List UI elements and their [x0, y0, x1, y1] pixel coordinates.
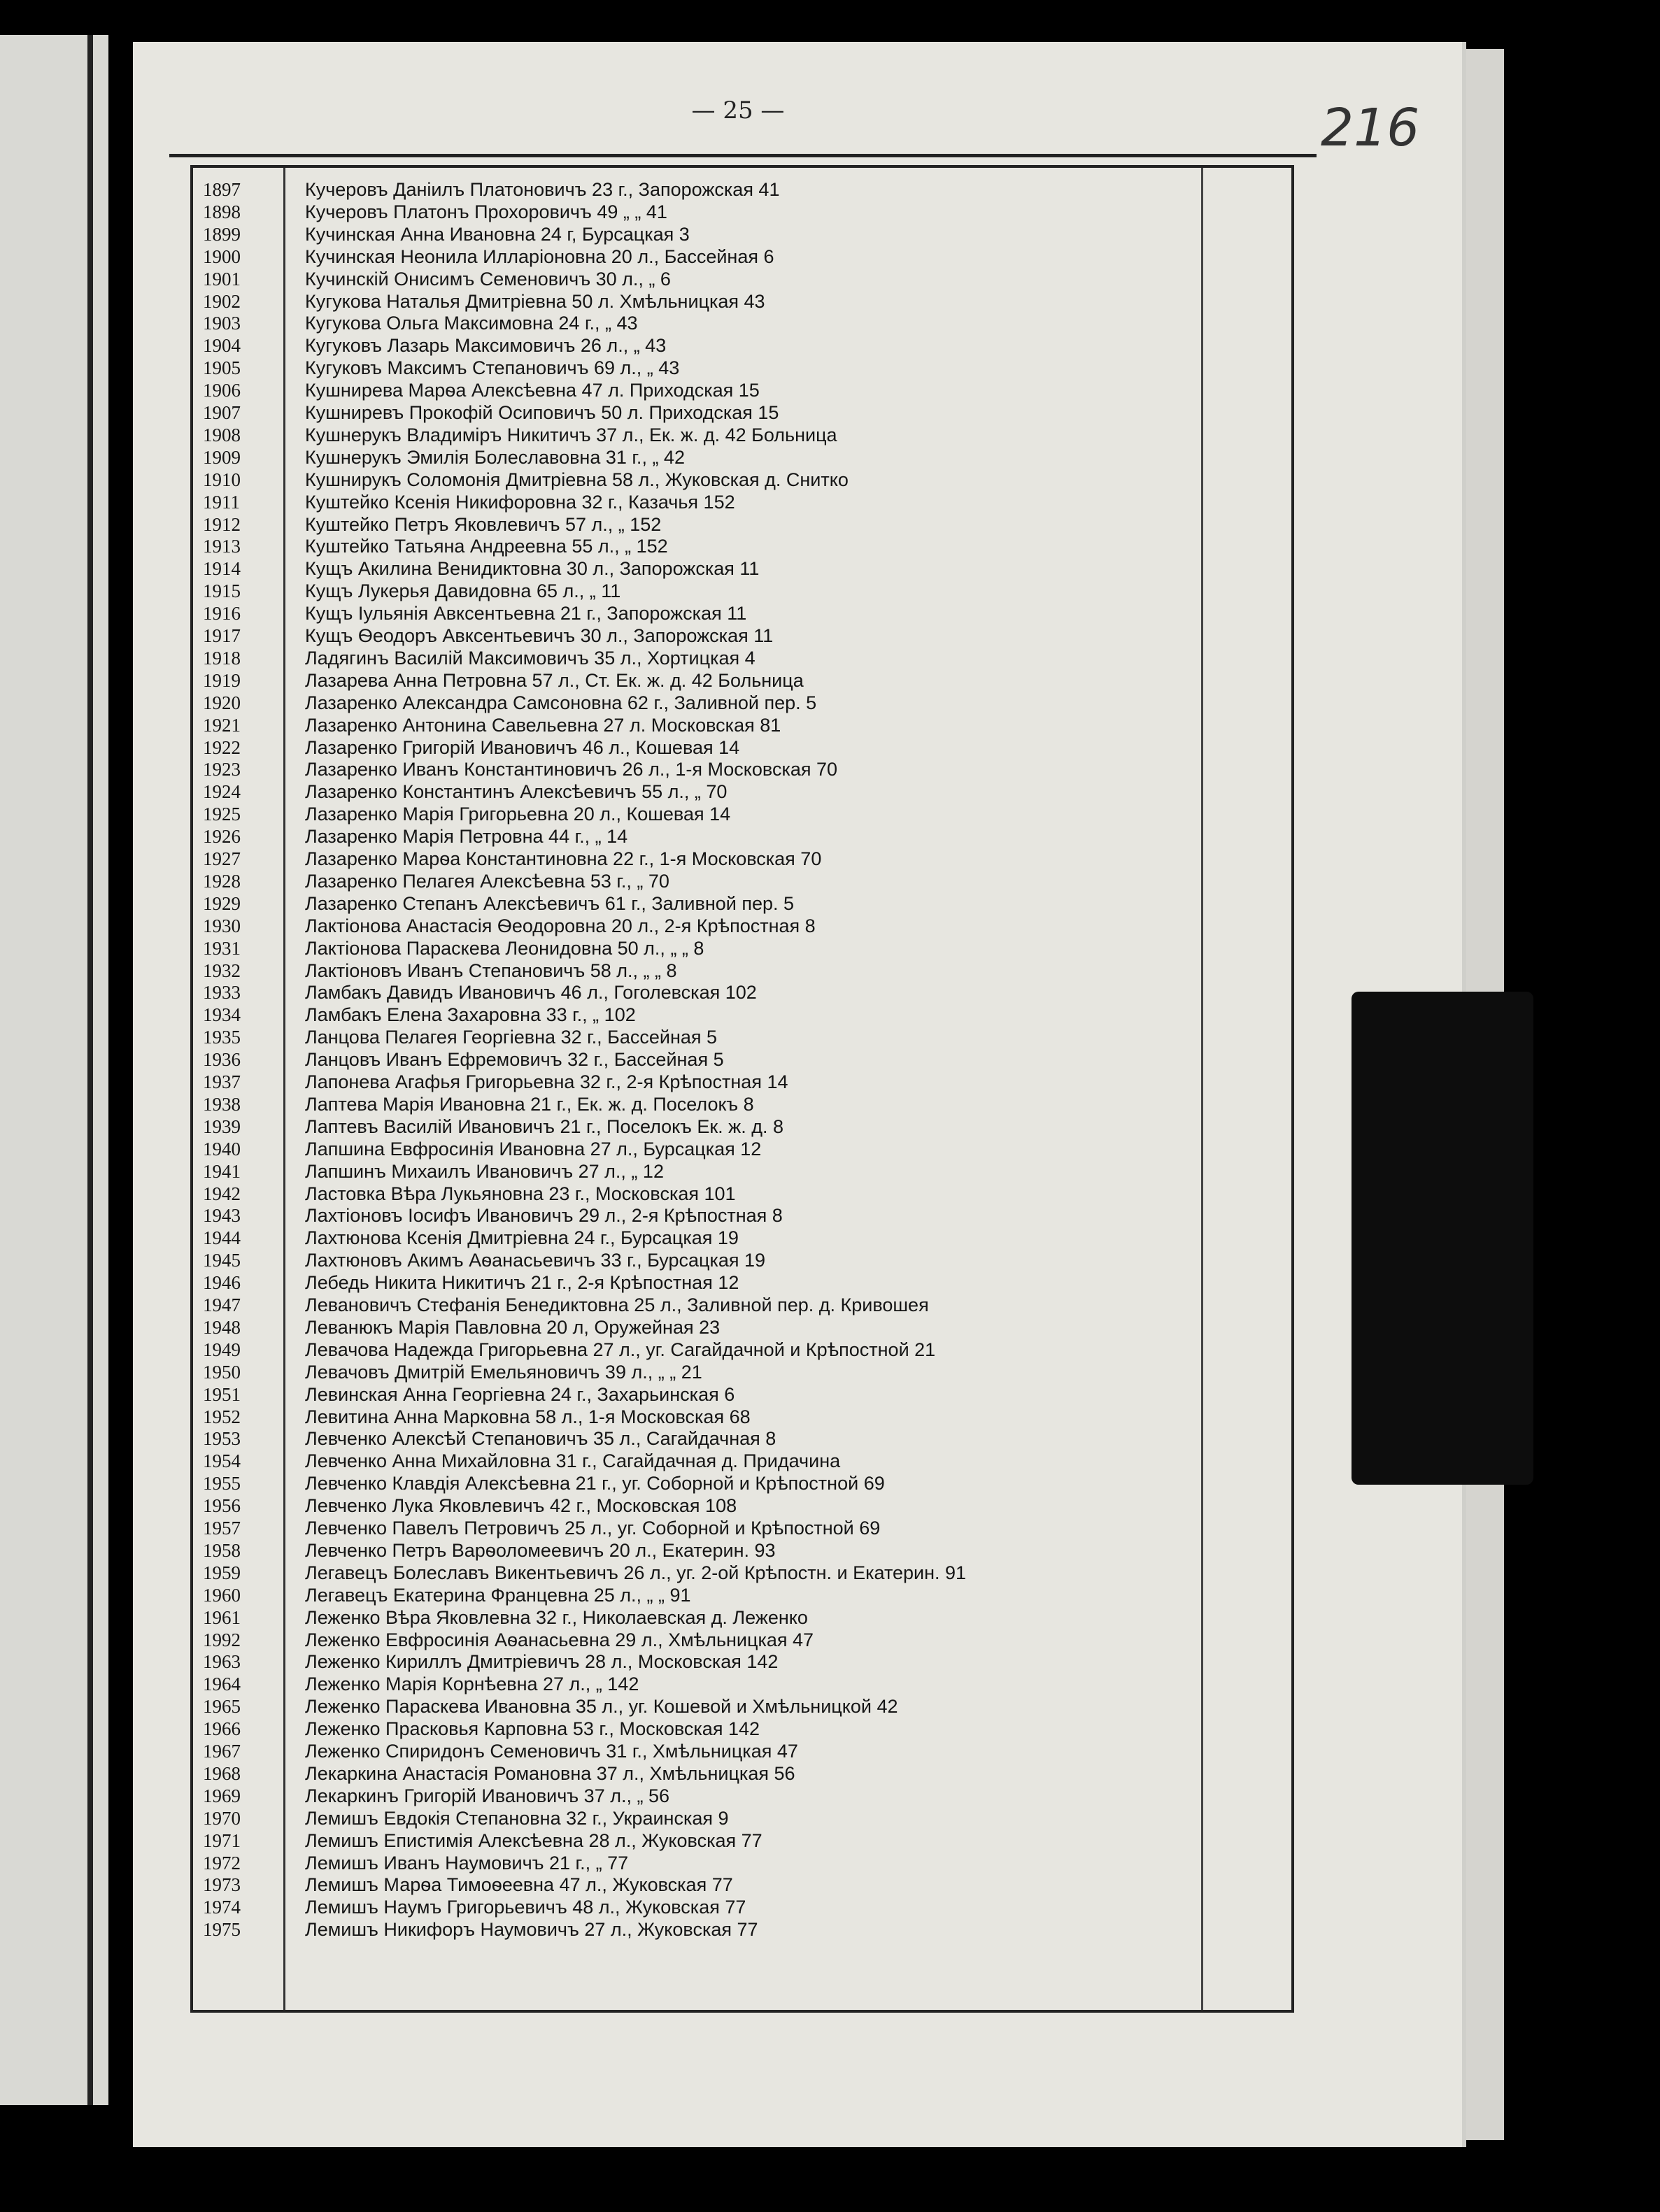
entry-text: Лазаренко Марѳа Константиновна 22 г., 1-я Московская 70: [305, 848, 822, 869]
entry-number: 1907: [203, 402, 241, 423]
entry-text: Лекаркина Анастасія Романовна 37 л., Хмѣльницкая 56: [305, 1762, 795, 1784]
entry-text: Леженко Прасковья Карповна 53 г., Московская 142: [305, 1718, 760, 1740]
entry-text: Ланцовъ Иванъ Ефремовичъ 32 г., Бассейная 5: [305, 1049, 724, 1071]
entry-number: 1961: [203, 1606, 241, 1628]
entry-number: 1973: [203, 1874, 241, 1896]
entry-number: 1926: [203, 826, 241, 848]
entry-text: Кущъ Іульянія Авксентьевна 21 г., Запорожская 11: [305, 603, 747, 625]
entry-number: 1963: [203, 1651, 241, 1673]
entry-number: 1949: [203, 1339, 241, 1360]
entry-number: 1964: [203, 1674, 241, 1695]
entry-number: 1927: [203, 848, 241, 869]
binder-clip: [1352, 992, 1533, 1485]
entry-text: Лазаренко Константинъ Алексѣевичъ 55 л., „ 70: [305, 781, 728, 803]
entry-text: Леженко Кириллъ Дмитріевичъ 28 л., Московская 142: [305, 1651, 779, 1673]
entry-number: 1946: [203, 1272, 241, 1294]
entry-number: 1928: [203, 870, 241, 892]
entry-number: 1929: [203, 892, 241, 914]
entry-text: Лазаренко Марія Петровна 44 г., „ 14: [305, 826, 628, 848]
entry-number: 1899: [203, 223, 241, 245]
entry-text: Левченко Петръ Варѳоломеевичъ 20 л., Екатерин. 93: [305, 1539, 776, 1561]
entry-text: Лекаркинъ Григорій Ивановичъ 37 л., „ 56: [305, 1785, 670, 1806]
entry-number: 1919: [203, 669, 241, 691]
entry-text: Лахтіоновъ Іосифъ Ивановичъ 29 л., 2-я Крѣпостная 8: [305, 1205, 783, 1227]
entry-text: Левановичъ Стефанія Бенедиктовна 25 л., Заливной пер. д. Кривошея: [305, 1294, 929, 1315]
entry-number: 1948: [203, 1316, 241, 1338]
entry-number: 1944: [203, 1227, 241, 1249]
entry-number: 1943: [203, 1205, 241, 1227]
entry-number: 1910: [203, 469, 241, 490]
entry-number: 1956: [203, 1495, 241, 1517]
left-page-binding-line: [87, 35, 93, 2105]
entry-text: Кушнерукъ Владиміръ Никитичъ 37 л., Ек. ж. д. 42 Больница: [305, 424, 837, 445]
entry-text: Куштейко Татьяна Андреевна 55 л., „ 152: [305, 536, 668, 557]
entry-text: Лазаренко Марія Григорьевна 20 л., Кошевая 14: [305, 804, 731, 825]
entry-number: 1959: [203, 1562, 241, 1583]
entry-text: Лазаренко Александра Самсоновна 62 г., Заливной пер. 5: [305, 692, 817, 713]
entry-text: Ланцова Пелагея Георгіевна 32 г., Бассейная 5: [305, 1027, 718, 1048]
entry-number: 1971: [203, 1829, 241, 1851]
entry-text: Левченко Анна Михайловна 31 г., Сагайдачная д. Придачина: [305, 1450, 841, 1472]
entry-text: Лазаренко Иванъ Константиновичъ 26 л., 1-я Московская 70: [305, 759, 838, 780]
entry-number: 1921: [203, 714, 241, 736]
entry-number: 1930: [203, 915, 241, 936]
entry-text: Лазаренко Пелагея Алексѣевна 53 г., „ 70: [305, 870, 669, 892]
entry-text: Левченко Алексѣй Степановичъ 35 л., Сагайдачная 8: [305, 1428, 776, 1450]
entry-text: Леженко Параскева Ивановна 35 л., уг. Кошевой и Хмѣльницкой 42: [305, 1696, 898, 1718]
entry-number: 1947: [203, 1294, 241, 1315]
entry-text: Кугуковъ Лазарь Максимовичъ 26 л., „ 43: [305, 335, 667, 357]
entry-text: Кучинская Неонила Илларіоновна 20 л., Бассейная 6: [305, 245, 774, 267]
entry-number: 1954: [203, 1450, 241, 1472]
right-column-rule: [1201, 168, 1203, 2010]
entry-number: 1975: [203, 1919, 241, 1941]
entry-number: 1933: [203, 982, 241, 1004]
entry-text: Кушнирукъ Соломонія Дмитріевна 58 л., Жуковская д. Снитко: [305, 469, 849, 490]
entry-text: Ламбакъ Давидъ Ивановичъ 46 л., Гоголевская 102: [305, 982, 757, 1004]
entry-number: 1922: [203, 736, 241, 758]
entry-text: Кушнерукъ Эмилія Болеславовна 31 г., „ 42: [305, 446, 685, 468]
entry-number: 1966: [203, 1718, 241, 1740]
entry-text: Кучеровъ Платонъ Прохоровичъ 49 „ „ 41: [305, 201, 667, 222]
entry-number: 1901: [203, 268, 241, 290]
entry-text: Леженко Марія Корнѣевна 27 л., „ 142: [305, 1674, 639, 1695]
entry-text: Лазарева Анна Петровна 57 л., Ст. Ек. ж. д. 42 Больница: [305, 669, 804, 691]
entry-number: 1917: [203, 625, 241, 646]
entry-text: Кугукова Наталья Дмитріевна 50 л. Хмѣльницкая 43: [305, 290, 765, 312]
entry-number: 1939: [203, 1115, 241, 1137]
handwritten-folio-number: 216: [1321, 98, 1420, 158]
entry-number: 1916: [203, 603, 241, 625]
entry-number: 1920: [203, 692, 241, 713]
entry-text: Кугукова Ольга Максимовна 24 г., „ 43: [305, 313, 638, 334]
entry-number: 1968: [203, 1762, 241, 1784]
entry-text: Кучинскій Онисимъ Семеновичъ 30 л., „ 6: [305, 268, 671, 290]
entry-number: 1909: [203, 446, 241, 468]
entry-text: Леженко Евфросинія Аѳанасьевна 29 л., Хмѣльницкая 47: [305, 1629, 814, 1650]
entry-text: Куштейко Ксенія Никифоровна 32 г., Казачья 152: [305, 491, 735, 513]
entry-number: 1957: [203, 1518, 241, 1539]
entry-number: 1897: [203, 179, 241, 200]
entry-number: 1932: [203, 959, 241, 981]
entry-number: 1950: [203, 1361, 241, 1383]
entry-text: Лемишъ Марѳа Тимоѳеевна 47 л., Жуковская 77: [305, 1874, 733, 1896]
entry-number: 1945: [203, 1250, 241, 1271]
number-column-rule: [283, 168, 285, 2010]
entry-text: Лаптевъ Василій Ивановичъ 21 г., Поселокъ Ек. ж. д. 8: [305, 1115, 784, 1137]
entry-text: Кугуковъ Максимъ Степановичъ 69 л., „ 43: [305, 357, 680, 379]
entry-number: 1965: [203, 1696, 241, 1718]
entry-text: Лактіоновъ Иванъ Степановичъ 58 л., „ „ 8: [305, 959, 677, 981]
entry-text: Лемишъ Евдокія Степановна 32 г., Украинская 9: [305, 1807, 729, 1829]
entry-number: 1953: [203, 1428, 241, 1450]
entry-text: Леванюкъ Марія Павловна 20 л, Оружейная 23: [305, 1316, 721, 1338]
entry-number: 1924: [203, 781, 241, 803]
entry-text: Левинская Анна Георгіевна 24 г., Захарьинская 6: [305, 1383, 735, 1405]
entry-text: Левченко Павелъ Петровичъ 25 л., уг. Соборной и Крѣпостной 69: [305, 1518, 881, 1539]
entry-text: Лебедь Никита Никитичъ 21 г., 2-я Крѣпостная 12: [305, 1272, 739, 1294]
entry-text: Левачова Надежда Григорьевна 27 л., уг. Сагайдачной и Крѣпостной 21: [305, 1339, 936, 1360]
entry-number: 1898: [203, 201, 241, 222]
entry-text: Лактіонова Анастасія Ѳеодоровна 20 л., 2-я Крѣпостная 8: [305, 915, 816, 936]
entry-text: Левачовъ Дмитрій Емельяновичъ 39 л., „ „ 21: [305, 1361, 702, 1383]
entry-number: 1914: [203, 558, 241, 580]
entry-number: 1992: [203, 1629, 241, 1650]
entry-text: Кущъ Лукерья Давидовна 65 л., „ 11: [305, 580, 621, 602]
entry-text: Легавецъ Болеславъ Викентьевичъ 26 л., уг. 2-ой Крѣпостн. и Екатерин. 91: [305, 1562, 967, 1583]
entry-number: 1937: [203, 1071, 241, 1092]
entry-number: 1951: [203, 1383, 241, 1405]
entry-text: Лактіонова Параскева Леонидовна 50 л., „ „ 8: [305, 937, 704, 959]
entry-text: Кучеровъ Даніилъ Платоновичъ 23 г., Запорожская 41: [305, 179, 780, 200]
entry-number: 1969: [203, 1785, 241, 1806]
entry-number: 1905: [203, 357, 241, 379]
entry-text: Кущъ Ѳеодоръ Авксентьевичъ 30 л., Запорожская 11: [305, 625, 774, 646]
entry-number: 1942: [203, 1183, 241, 1204]
entry-number: 1904: [203, 335, 241, 357]
entry-text: Кущъ Акилина Венидиктовна 30 л., Запорожская 11: [305, 558, 760, 580]
entry-number: 1913: [203, 536, 241, 557]
entry-number: 1967: [203, 1741, 241, 1762]
entry-number: 1934: [203, 1004, 241, 1026]
entry-number: 1940: [203, 1138, 241, 1159]
entry-text: Лазаренко Степанъ Алексѣевичъ 61 г., Заливной пер. 5: [305, 892, 795, 914]
entry-text: Лаптева Марія Ивановна 21 г., Ек. ж. д. Поселокъ 8: [305, 1093, 754, 1115]
entry-number: 1918: [203, 647, 241, 669]
entry-number: 1931: [203, 937, 241, 959]
entry-text: Лазаренко Антонина Савельевна 27 л. Московская 81: [305, 714, 781, 736]
entry-number: 1941: [203, 1160, 241, 1182]
entry-number: 1960: [203, 1584, 241, 1606]
entry-number: 1908: [203, 424, 241, 445]
page-number: — 25 —: [691, 97, 785, 124]
entry-text: Легавецъ Екатерина Францевна 25 л., „ „ 91: [305, 1584, 691, 1606]
entry-number: 1970: [203, 1807, 241, 1829]
entry-number: 1900: [203, 245, 241, 267]
entry-text: Лапшина Евфросинія Ивановна 27 л., Бурсацкая 12: [305, 1138, 762, 1159]
entry-text: Левченко Клавдія Алексѣевна 21 г., уг. Соборной и Крѣпостной 69: [305, 1473, 885, 1494]
entry-text: Леженко Спиридонъ Семеновичъ 31 г., Хмѣльницкая 47: [305, 1741, 798, 1762]
entry-number: 1974: [203, 1897, 241, 1918]
entry-text: Лемишъ Никифоръ Наумовичъ 27 л., Жуковская 77: [305, 1919, 758, 1941]
entry-text: Ладягинъ Василій Максимовичъ 35 л., Хортицкая 4: [305, 647, 755, 669]
entry-text: Лахтюновъ Акимъ Аѳанасьевичъ 33 г., Бурсацкая 19: [305, 1250, 766, 1271]
entry-text: Лемишъ Иванъ Наумовичъ 21 г., „ 77: [305, 1852, 629, 1874]
entry-text: Лемишъ Епистимія Алексѣевна 28 л., Жуковская 77: [305, 1829, 762, 1851]
entry-number: 1911: [203, 491, 240, 513]
entry-text: Ламбакъ Елена Захаровна 33 г., „ 102: [305, 1004, 636, 1026]
entry-number: 1923: [203, 759, 241, 780]
entry-text: Леженко Вѣра Яковлевна 32 г., Николаевская д. Леженко: [305, 1606, 808, 1628]
entry-text: Кушнирева Марѳа Алексѣевна 47 л. Приходская 15: [305, 380, 760, 401]
entry-text: Лахтюнова Ксенія Дмитріевна 24 г., Бурсацкая 19: [305, 1227, 739, 1249]
entry-text: Лемишъ Наумъ Григорьевичъ 48 л., Жуковская 77: [305, 1897, 746, 1918]
entry-number: 1915: [203, 580, 241, 602]
entry-number: 1952: [203, 1406, 241, 1427]
entry-text: Левченко Лука Яковлевичъ 42 г., Московская 108: [305, 1495, 737, 1517]
header-rule: [169, 154, 1317, 157]
entry-number: 1955: [203, 1473, 241, 1494]
entry-text: Кучинская Анна Ивановна 24 г, Бурсацкая 3: [305, 223, 690, 245]
entry-text: Лазаренко Григорій Ивановичъ 46 л., Кошевая 14: [305, 736, 740, 758]
entry-text: Ластовка Вѣра Лукьяновна 23 г., Московская 101: [305, 1183, 736, 1204]
entry-number: 1935: [203, 1027, 241, 1048]
entry-number: 1936: [203, 1049, 241, 1071]
entry-number: 1902: [203, 290, 241, 312]
entry-text: Лапшинъ Михаилъ Ивановичъ 27 л., „ 12: [305, 1160, 664, 1182]
entry-number: 1925: [203, 804, 241, 825]
entry-number: 1972: [203, 1852, 241, 1874]
entry-text: Левитина Анна Марковна 58 л., 1-я Московская 68: [305, 1406, 751, 1427]
entry-number: 1903: [203, 313, 241, 334]
entry-number: 1938: [203, 1093, 241, 1115]
entry-number: 1958: [203, 1539, 241, 1561]
entry-number: 1912: [203, 513, 241, 535]
entry-text: Куштейко Петръ Яковлевичъ 57 л., „ 152: [305, 513, 662, 535]
entry-number: 1906: [203, 380, 241, 401]
entry-text: Лапонева Агафья Григорьевна 32 г., 2-я Крѣпостная 14: [305, 1071, 788, 1092]
entry-text: Кушниревъ Прокофій Осиповичъ 50 л. Приходская 15: [305, 402, 779, 423]
